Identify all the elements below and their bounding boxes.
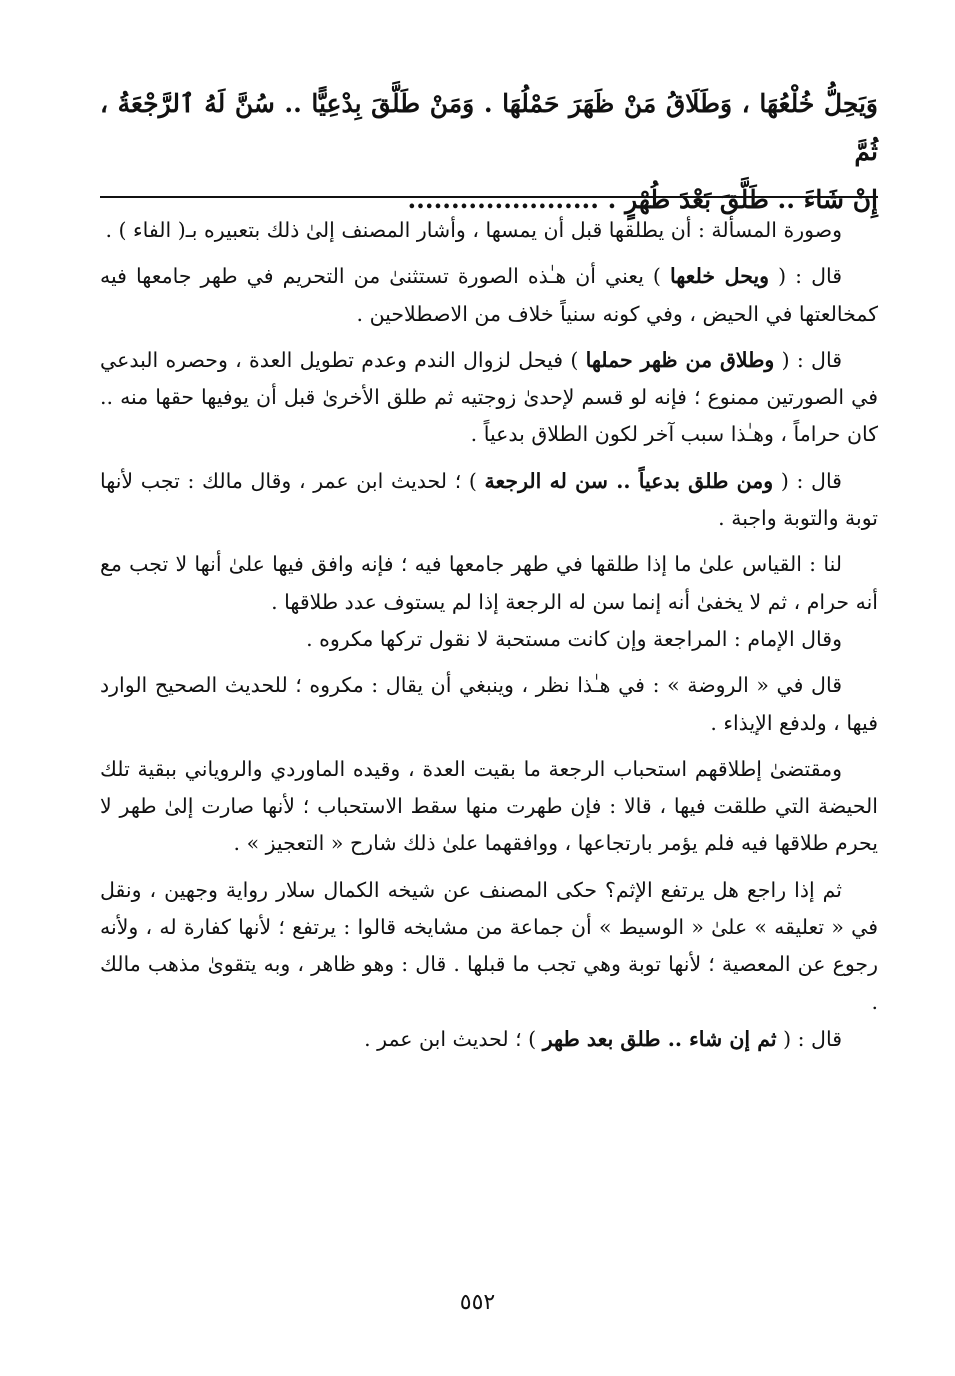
quoted-matn: ويحل خلعها [669,264,770,289]
quoted-matn: ومن طلق بدعياً .. سن له الرجعة [484,468,774,493]
commentary-block [100,212,878,1067]
commentary-paragraph [100,463,878,538]
commentary-paragraph: وصورة المسألة : أن يطلقها قبل أن يمسها ، وأشار المصنف إلىٰ ذلك بتعبيره بـ( الفاء ) . [105,218,842,242]
commentary-paragraph [100,342,878,454]
commentary-paragraph [100,258,878,333]
quote-open: قال : ( [769,264,843,289]
commentary-paragraph: ومقتضىٰ إطلاقهم استحباب الرجعة ما بقيت العدة ، وقيده الماوردي والروياني ببقية تلك الحيضة التي طلقت فيها ، قالا : فإن طهرت منها سقط الاستحباب ؛ لأنها صارت إلىٰ طهر لا يحرم طلاقها فيه فلم يؤمر بارتجاعها ، ووافقهما علىٰ ذلك شارح « التعجيز » . [100,756,878,856]
quote-open: قال : ( [776,1026,842,1051]
commentary-text: ) ؛ لحديث ابن عمر ، وقال مالك : تجب لأنها توبة والتوبة واجبة . [100,468,878,531]
separator-rule [100,196,878,198]
commentary-text: ) فيحل لزوال الندم وعدم تطويل العدة ، وحصره البدعي في الصورتين ممنوع ؛ فإنه لو قسم لإحدىٰ زوجتيه ثم طلق الأخرىٰ قبل أن يوفيها حقها منه .. كان حراماً ، وهـٰذا سبب آخر لكون الطلاق بدعياً . [100,347,878,447]
commentary-text: ) ؛ لحديث ابن عمر . [364,1026,543,1051]
matn-line-2-text: إِنْ شَاءَ .. طَلَّقَ بَعْدَ طُهْرٍ . [607,185,878,214]
page-number: ٥٥٢ [459,1290,496,1315]
commentary-paragraph: لنا : القياس علىٰ ما إذا طلقها في طهر جامعها فيه ؛ فإنه وافق فيها علىٰ أنها لا تجب مع أنه حرام ، ثم لا يخفىٰ أنه إنما سن له الرجعة إذا لم يستوف عدد طلاقها . [100,552,878,614]
commentary-paragraph [100,1021,878,1058]
commentary-paragraph: ثم إذا راجع هل يرتفع الإثم؟ حكى المصنف عن شيخه الكمال سلار رواية وجهين ، ونقل في « تعليقه » علىٰ « الوسيط » أن جماعة من مشايخه قالوا : يرتفع ؛ لأنها كفارة له ، ولأنه رجوع عن المعصية ؛ لأنها توبة وهي تجب ما قبلها . قال : وهو ظاهر ، وبه يتقوىٰ مذهب مالك . [100,877,878,1014]
commentary-text: ) يعني أن هـٰذه الصورة تستثنىٰ من التحريم في طهر جامعها فيه كمخالعتها في الحيض ، وفي كونه سنياً خلاف من الاصطلاحين . [100,264,878,326]
quote-open: قال : ( [774,347,842,372]
quoted-matn: وطلاق من ظهر حملها [585,347,775,372]
commentary-paragraph: قال في « الروضة » : في هـٰذا نظر ، وينبغي أن يقال : مكروه ؛ للحديث الصحيح الوارد فيها ، ولدفع الإيذاء . [100,673,878,735]
quote-open: قال : ( [773,468,842,493]
matn-line-1: وَيَحِلُّ خُلْعُهَا ، وَطَلَاقُ مَنْ ظَهَرَ حَمْلُهَا . وَمَنْ طَلَّقَ بِدْعِيًّا .. سُنَّ لَهُ ٱلرَّجْعَةُ ، ثُمَّ [100,89,878,166]
matn-text-block [100,80,878,224]
quoted-matn: ثم إن شاء .. طلق بعد طهر [542,1026,777,1051]
commentary-paragraph: وقال الإمام : المراجعة وإن كانت مستحبة لا نقول تركها مكروه . [306,626,842,651]
matn-dotted-leader: ...................... [407,185,599,214]
